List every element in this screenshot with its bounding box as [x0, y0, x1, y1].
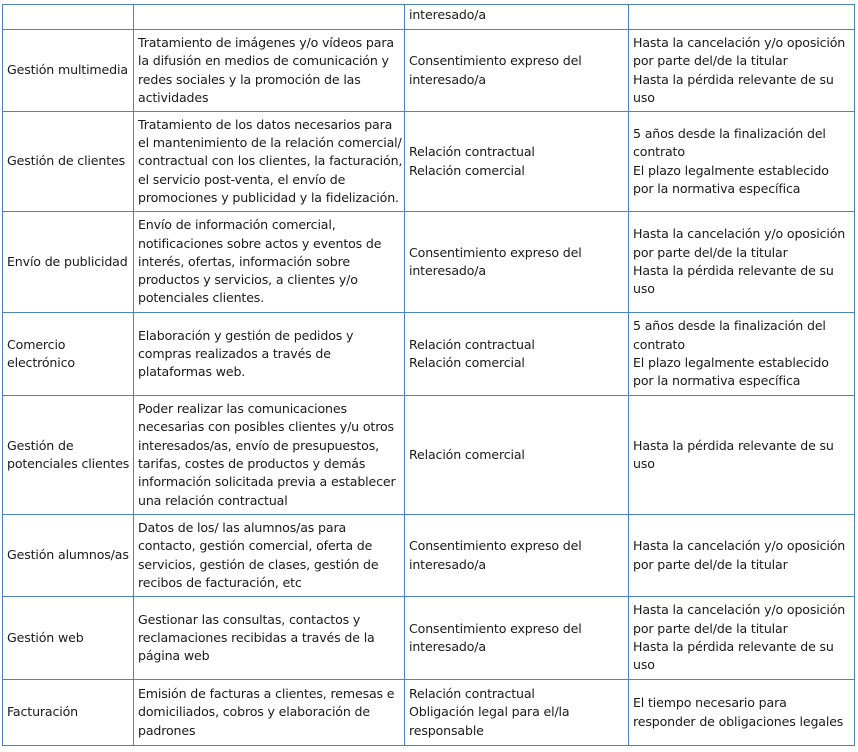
- table-row: [3, 680, 855, 746]
- cell-text-line: Envío de publicidad: [7, 253, 128, 269]
- cell-text-line: Relación contractual: [409, 686, 535, 702]
- table-row: [3, 515, 855, 597]
- cell-text-line: redes sociales y la promoción de las: [138, 71, 361, 87]
- cell-text-line: página web: [138, 648, 210, 664]
- retention-cell: [629, 5, 855, 30]
- activity-cell: [3, 112, 134, 212]
- purpose-cell: [134, 112, 405, 212]
- cell-text-line: Relación contractual: [409, 336, 535, 352]
- legal-basis-cell: [405, 313, 629, 396]
- cell-text-line: 5 años desde la finalización del: [633, 125, 826, 141]
- cell-text-line: contrato: [633, 144, 685, 160]
- cell-text-line: uso: [633, 456, 655, 471]
- cell-text-line: información solicitada previa a establecer: [138, 474, 396, 490]
- retention-cell: [629, 30, 855, 112]
- activity-cell: [3, 30, 134, 112]
- cell-text-line: Hasta la pérdida relevante de su: [633, 263, 834, 278]
- cell-text-line: Hasta la pérdida relevante de su: [633, 437, 834, 453]
- cell-text-line: Gestión alumnos/as: [7, 547, 129, 563]
- cell-text-line: promociones y publicidad y la fidelización.: [138, 189, 399, 205]
- cell-text-line: Gestionar las consultas, contactos y: [138, 611, 361, 627]
- legal-basis-cell: [405, 5, 629, 30]
- cell-text-line: Hasta la cancelación y/o oposición: [633, 538, 846, 554]
- cell-text-line: el mantenimiento de la relación comercial/: [138, 135, 402, 151]
- cell-text-line: por parte del/de la titular: [633, 620, 788, 636]
- cell-text-line: uso: [633, 657, 655, 673]
- cell-text-line: Gestión de clientes: [7, 153, 125, 169]
- cell-text-line: interesado/a: [409, 7, 486, 22]
- processing-activities-table: [2, 4, 855, 746]
- cell-text-line: notificaciones sobre actos y eventos de: [138, 235, 382, 251]
- legal-basis-cell: [405, 396, 629, 515]
- cell-text-line: Hasta la cancelación y/o oposición: [633, 34, 846, 50]
- cell-text-line: necesarias con posibles clientes y/u otros: [138, 419, 394, 435]
- cell-text-line: Gestión multimedia: [7, 62, 128, 78]
- activity-cell: [3, 515, 134, 597]
- cell-text-line: electrónico: [7, 355, 75, 370]
- retention-cell: [629, 515, 855, 597]
- cell-text-line: El plazo legalmente establecido: [633, 355, 829, 370]
- cell-text-line: uso: [633, 281, 655, 297]
- cell-text-line: Elaboración y gestión de pedidos y: [138, 327, 354, 343]
- cell-text-line: Facturación: [7, 704, 79, 720]
- cell-text-line: Poder realizar las comunicaciones: [138, 401, 347, 417]
- cell-text-line: Comercio: [7, 336, 66, 352]
- cell-text-line: productos y servicios, a clientes y/o: [138, 272, 358, 288]
- table-row: [3, 5, 855, 30]
- cell-text-line: por la normativa específica: [633, 373, 801, 389]
- cell-text-line: Tratamiento de los datos necesarios para: [138, 116, 393, 132]
- cell-text-line: potenciales clientes.: [138, 290, 265, 306]
- cell-text-line: plataformas web.: [138, 364, 246, 380]
- cell-text-line: contrato: [633, 336, 685, 352]
- cell-text-line: interesado/a: [409, 639, 486, 654]
- retention-cell: [629, 680, 855, 746]
- cell-text-line: Consentimiento expreso del: [409, 538, 582, 554]
- cell-text-line: Relación comercial: [409, 355, 525, 370]
- cell-text-line: Hasta la pérdida relevante de su: [633, 71, 834, 87]
- cell-text-line: 5 años desde la finalización del: [633, 318, 826, 334]
- retention-cell: [629, 396, 855, 515]
- cell-text-line: contacto, gestión comercial, oferta de: [138, 538, 373, 554]
- cell-text-line: interesados/as, envío de presupuestos,: [138, 437, 379, 453]
- cell-text-line: compras realizados a través de: [138, 345, 331, 361]
- cell-text-line: Hasta la pérdida relevante de su: [633, 639, 834, 654]
- cell-text-line: interesado/a: [409, 71, 486, 87]
- cell-text-line: Consentimiento expreso del: [409, 53, 582, 69]
- purpose-cell: [134, 396, 405, 515]
- legal-basis-cell: [405, 680, 629, 746]
- table-row: [3, 597, 855, 680]
- cell-text-line: padrones: [138, 722, 196, 738]
- purpose-cell: [134, 313, 405, 396]
- activity-cell: [3, 680, 134, 746]
- purpose-cell: [134, 597, 405, 680]
- legal-basis-cell: [405, 212, 629, 313]
- retention-cell: [629, 597, 855, 680]
- table-row: [3, 313, 855, 396]
- cell-text-line: interesado/a: [409, 263, 486, 278]
- cell-text-line: servicios, gestión de clases, gestión de: [138, 556, 379, 572]
- table-row: [3, 30, 855, 112]
- legal-basis-cell: [405, 112, 629, 212]
- legal-basis-cell: [405, 30, 629, 112]
- retention-cell: [629, 313, 855, 396]
- cell-text-line: Relación contractual: [409, 144, 535, 160]
- cell-text-line: Obligación legal para el/la: [409, 704, 570, 720]
- cell-text-line: Consentimiento expreso del: [409, 244, 582, 260]
- cell-text-line: responder de obligaciones legales: [633, 713, 844, 729]
- cell-text-line: Relación comercial: [409, 162, 525, 178]
- cell-text-line: Hasta la cancelación y/o oposición: [633, 226, 846, 242]
- cell-text-line: por parte del/de la titular: [633, 556, 788, 572]
- cell-text-line: una relación contractual: [138, 492, 288, 508]
- table-row: [3, 396, 855, 515]
- cell-text-line: Datos de los/ las alumnos/as para: [138, 519, 347, 535]
- cell-text-line: El plazo legalmente establecido: [633, 162, 829, 178]
- cell-text-line: responsable: [409, 722, 484, 738]
- purpose-cell: [134, 212, 405, 313]
- cell-text-line: Relación comercial: [409, 446, 525, 462]
- table-row: [3, 112, 855, 212]
- cell-text-line: reclamaciones recibidas a través de la: [138, 629, 375, 645]
- cell-text-line: potenciales clientes: [7, 456, 130, 471]
- legal-basis-cell: [405, 515, 629, 597]
- activity-cell: [3, 597, 134, 680]
- cell-text-line: por parte del/de la titular: [633, 244, 788, 260]
- retention-cell: [629, 212, 855, 313]
- cell-text-line: domiciliados, cobros y elaboración de: [138, 704, 370, 720]
- cell-text-line: por parte del/de la titular: [633, 53, 788, 69]
- table-row: [3, 212, 855, 313]
- purpose-cell: [134, 30, 405, 112]
- legal-basis-cell: [405, 597, 629, 680]
- activity-cell: [3, 5, 134, 30]
- cell-text-line: Envío de información comercial,: [138, 217, 336, 233]
- activity-cell: [3, 396, 134, 515]
- cell-text-line: Emisión de facturas a clientes, remesas e: [138, 686, 395, 702]
- cell-text-line: contractual con los clientes, la facturación,: [138, 153, 403, 169]
- cell-text-line: interesado/a: [409, 556, 486, 572]
- cell-text-line: por la normativa específica: [633, 180, 801, 196]
- purpose-cell: [134, 515, 405, 597]
- cell-text-line: Consentimiento expreso del: [409, 620, 582, 636]
- cell-text-line: Hasta la cancelación y/o oposición: [633, 602, 846, 618]
- cell-text-line: El tiempo necesario para: [633, 695, 787, 711]
- cell-text-line: uso: [633, 89, 655, 105]
- purpose-cell: [134, 5, 405, 30]
- cell-text-line: Gestión web: [7, 629, 84, 645]
- cell-text-line: tarifas, costes de productos y demás: [138, 456, 366, 471]
- activity-cell: [3, 313, 134, 396]
- cell-text-line: la difusión en medios de comunicación y: [138, 53, 389, 69]
- retention-cell: [629, 112, 855, 212]
- cell-text-line: actividades: [138, 89, 209, 105]
- purpose-cell: [134, 680, 405, 746]
- cell-text-line: recibos de facturación, etc: [138, 574, 302, 590]
- cell-text-line: Gestión de: [7, 437, 74, 453]
- cell-text-line: Tratamiento de imágenes y/o vídeos para: [138, 34, 394, 50]
- cell-text-line: el servicio post-venta, el envío de: [138, 171, 346, 187]
- cell-text-line: interés, ofertas, información sobre: [138, 253, 351, 269]
- activity-cell: [3, 212, 134, 313]
